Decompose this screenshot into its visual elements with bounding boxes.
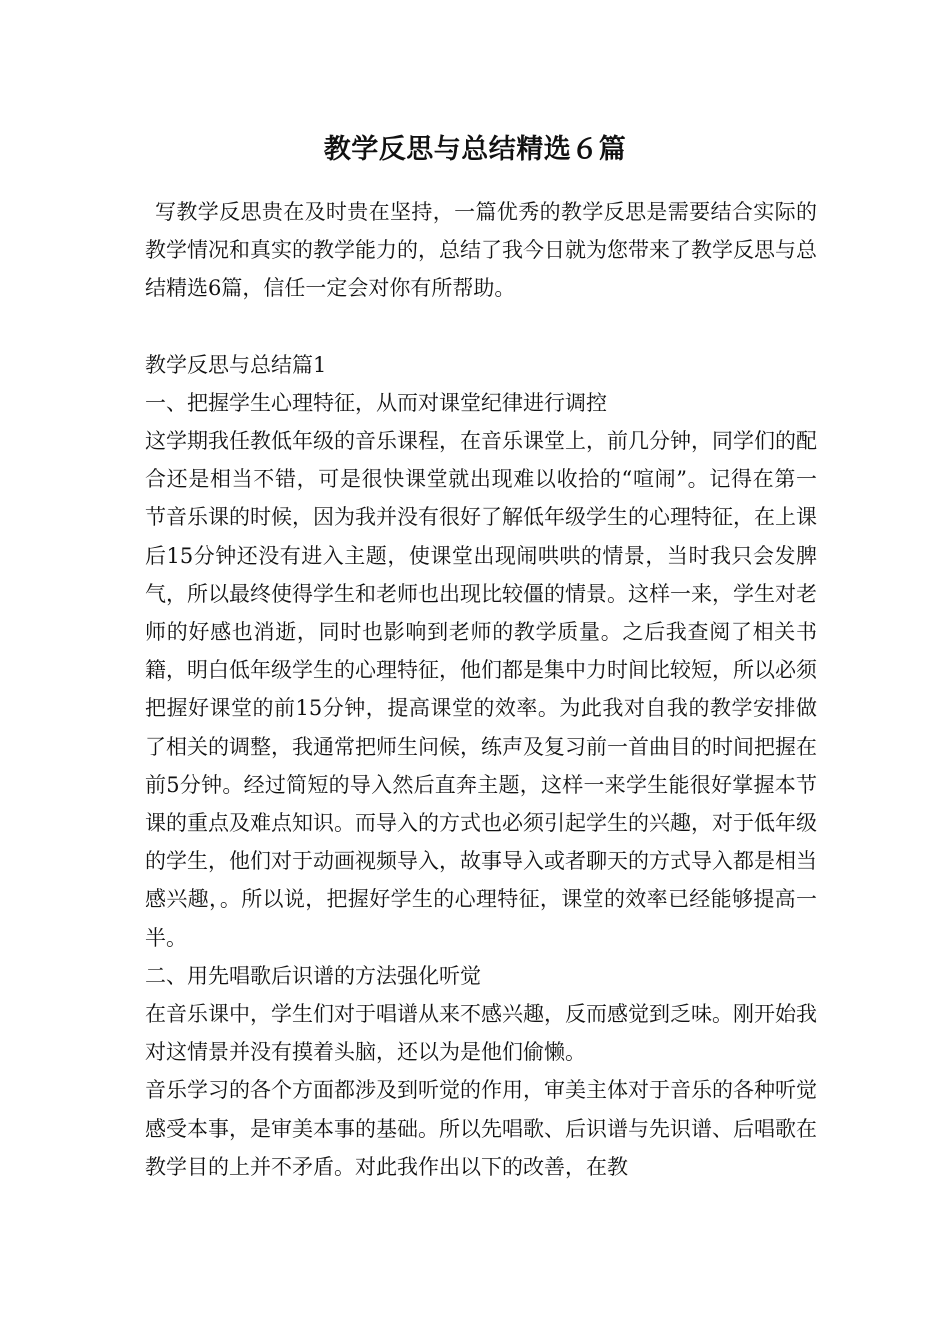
body-paragraph-1: 这学期我任教低年级的音乐课程，在音乐课堂上，前几分钟，同学们的配合还是相当不错，可是很快课堂就出现难以收拾的“喧闹”。记得在第一节音乐课的时候，因为我并没有很好了解低年级学生的心理特征，在上课后15分钟还没有进入主题，使课堂出现闹哄哄的情景，当时我只会发脾气，所以最终使得学生和老师也出现比较僵的情景。这样一来，学生对老师的好感也消逝，同时也影响到老师的教学质量。之后我查阅了相关书籍，明白低年级学生的心理特征，他们都是集中力时间比较短，所以必须把握好课堂的前15分钟，提高课堂的效率。为此我对自我的教学安排做了相关的调整，我通常把师生问候，练声及复习前一首曲目的时间把握在前5分钟。经过简短的导入然后直奔主题，这样一来学生能很好掌握本节课的重点及难点知识。而导入的方式也必须引起学生的兴趣，对于低年级的学生，他们对于动画视频导入，故事导入或者聊天的方式导入都是相当感兴趣，。所以说，把握好学生的心理特征，课堂的效率已经能够提高一半。 (145, 429, 817, 950)
body-paragraph-2: 在音乐课中，学生们对于唱谱从来不感兴趣，反而感觉到乏味。刚开始我对这情景并没有摸着头脑，还以为是他们偷懒。 (145, 1002, 817, 1065)
section-heading: 教学反思与总结篇1 (145, 352, 327, 377)
body-paragraph-3: 音乐学习的各个方面都涉及到听觉的作用，审美主体对于音乐的各种听觉感受本事，是审美本事的基础。所以先唱歌、后识谱与先识谱、后唱歌在教学目的上并不矛盾。对此我作出以下的改善，在教 (145, 1078, 817, 1179)
paragraph-gap (145, 308, 817, 346)
subheading-1: 一、把握学生心理特征，从而对课堂纪律进行调控 (145, 390, 607, 415)
intro-paragraph: 写教学反思贵在及时贵在坚持，一篇优秀的教学反思是需要结合实际的教学情况和真实的教学能力的，总结了我今日就为您带来了教学反思与总结精选6篇，信任一定会对你有所帮助。 (145, 200, 817, 301)
subheading-2: 二、用先唱歌后识谱的方法强化听觉 (145, 963, 481, 988)
document-body (145, 193, 817, 1186)
document-title: 教学反思与总结精选６篇 (323, 134, 627, 165)
